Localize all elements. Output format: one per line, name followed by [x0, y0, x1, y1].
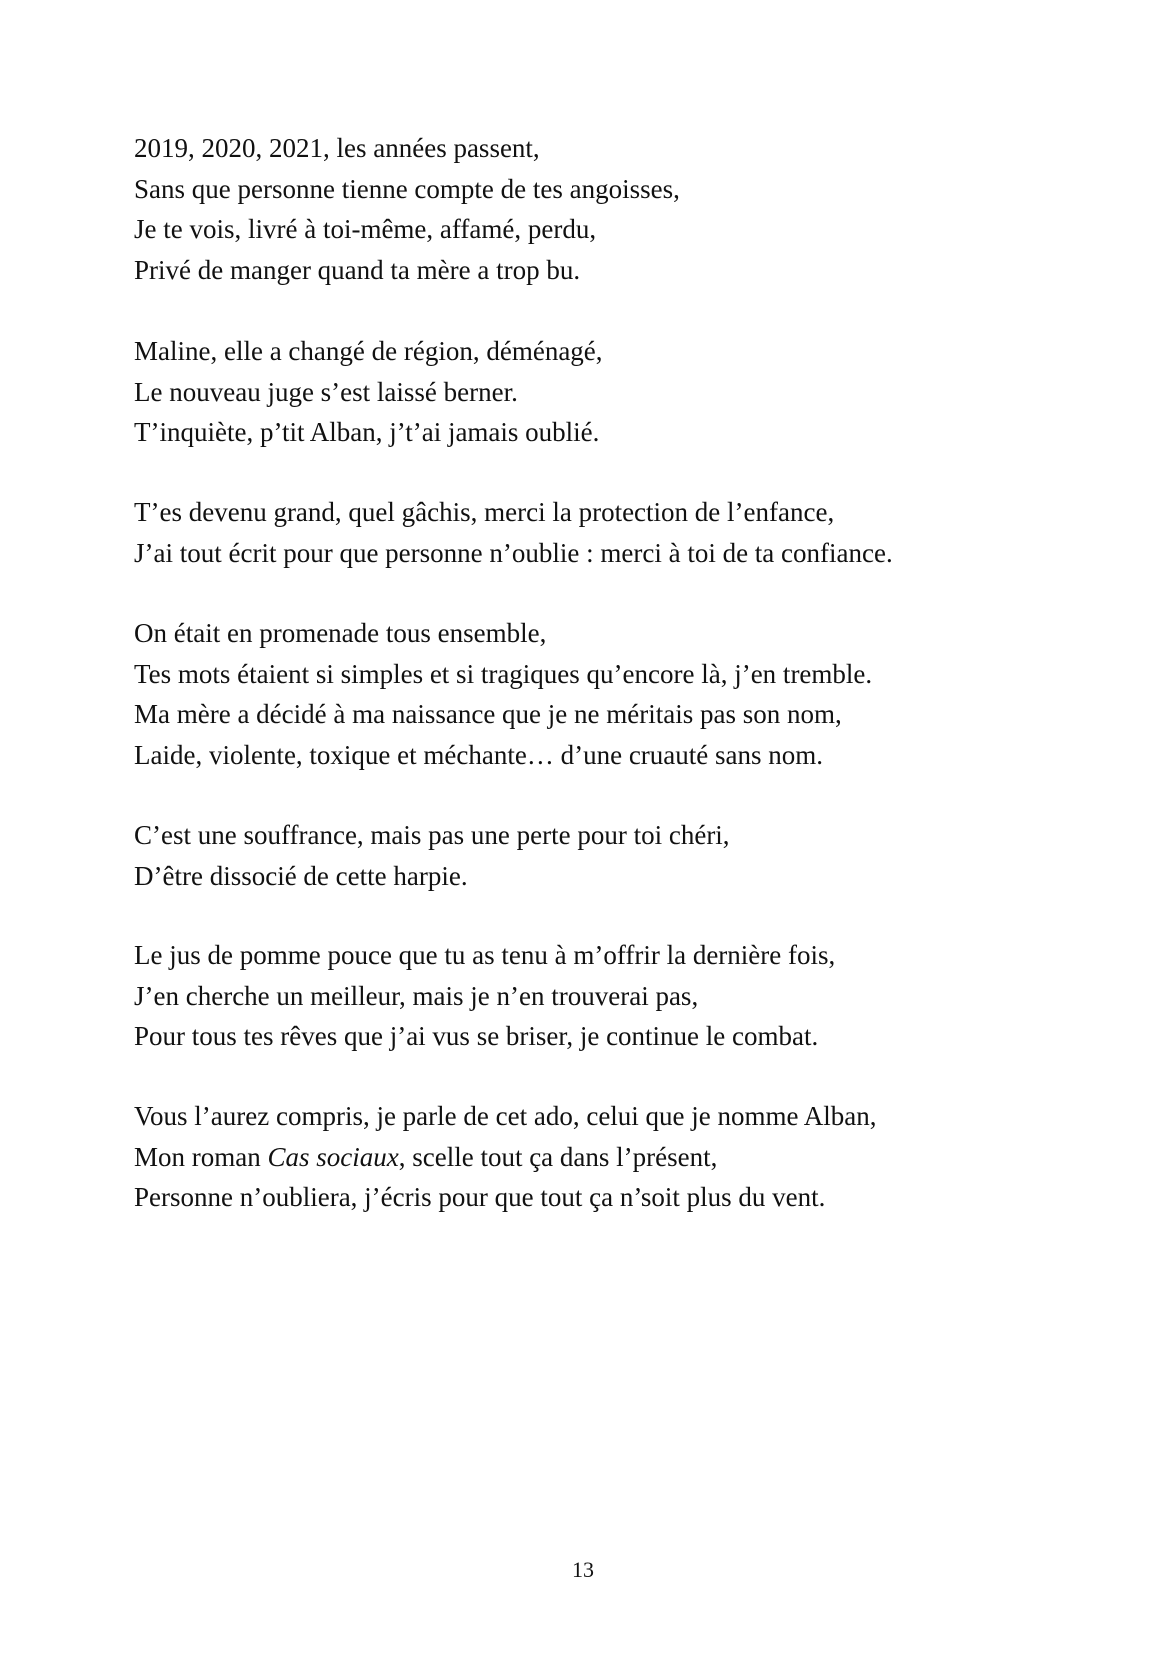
- poem-line-segment: Mon roman: [134, 1141, 268, 1172]
- poem-line: Laide, violente, toxique et méchante… d’une cruauté sans nom.: [134, 739, 824, 770]
- poem-line-with-title: [134, 1137, 877, 1178]
- poem-line: J’en cherche un meilleur, mais je n’en trouverai pas,: [134, 980, 699, 1011]
- poem-line: T’es devenu grand, quel gâchis, merci la protection de l’enfance,: [134, 497, 835, 527]
- poem-line: Sans que personne tienne compte de tes angoisses,: [134, 173, 680, 204]
- poem-line: Le nouveau juge s’est laissé berner.: [134, 376, 518, 407]
- poem-line: Ma mère a décidé à ma naissance que je ne méritais pas son nom,: [134, 699, 842, 729]
- poem-line: T’inquiète, p’tit Alban, j’t’ai jamais oublié.: [134, 417, 600, 447]
- stanza-2: [134, 331, 603, 453]
- poem-line: Personne n’oubliera, j’écris pour que tout ça n’soit plus du vent.: [134, 1182, 826, 1212]
- stanza-7: [134, 1096, 877, 1218]
- stanza-4: [134, 613, 872, 775]
- poem-line: Je te vois, livré à toi-même, affamé, perdu,: [134, 214, 597, 244]
- poem-line: Vous l’aurez compris, je parle de cet ado, celui que je nomme Alban,: [134, 1101, 877, 1131]
- poem-line: On était en promenade tous ensemble,: [134, 618, 547, 648]
- poem-line-segment: , scelle tout ça dans l’présent,: [398, 1141, 718, 1172]
- poem-line: Maline, elle a changé de région, déménagé,: [134, 336, 603, 366]
- stanza-3: [134, 492, 893, 573]
- poem-line: D’être dissocié de cette harpie.: [134, 860, 468, 891]
- poem-line: Pour tous tes rêves que j’ai vus se briser, je continue le combat.: [134, 1021, 819, 1051]
- poem-line: Privé de manger quand ta mère a trop bu.: [134, 254, 581, 285]
- poem-line: Le jus de pomme pouce que tu as tenu à m’offrir la dernière fois,: [134, 940, 836, 970]
- stanza-1: [134, 128, 680, 290]
- page-number: 13: [572, 1557, 594, 1582]
- poem-line: C’est une souffrance, mais pas une perte pour toi chéri,: [134, 820, 730, 850]
- book-title: Cas sociaux: [267, 1141, 399, 1172]
- poem-line: Tes mots étaient si simples et si tragiques qu’encore là, j’en tremble.: [134, 658, 873, 689]
- poem-line: 2019, 2020, 2021, les années passent,: [134, 133, 540, 163]
- stanza-6: [134, 935, 835, 1057]
- stanza-5: [134, 815, 730, 896]
- poem-line: J’ai tout écrit pour que personne n’oublie : merci à toi de ta confiance.: [134, 537, 893, 568]
